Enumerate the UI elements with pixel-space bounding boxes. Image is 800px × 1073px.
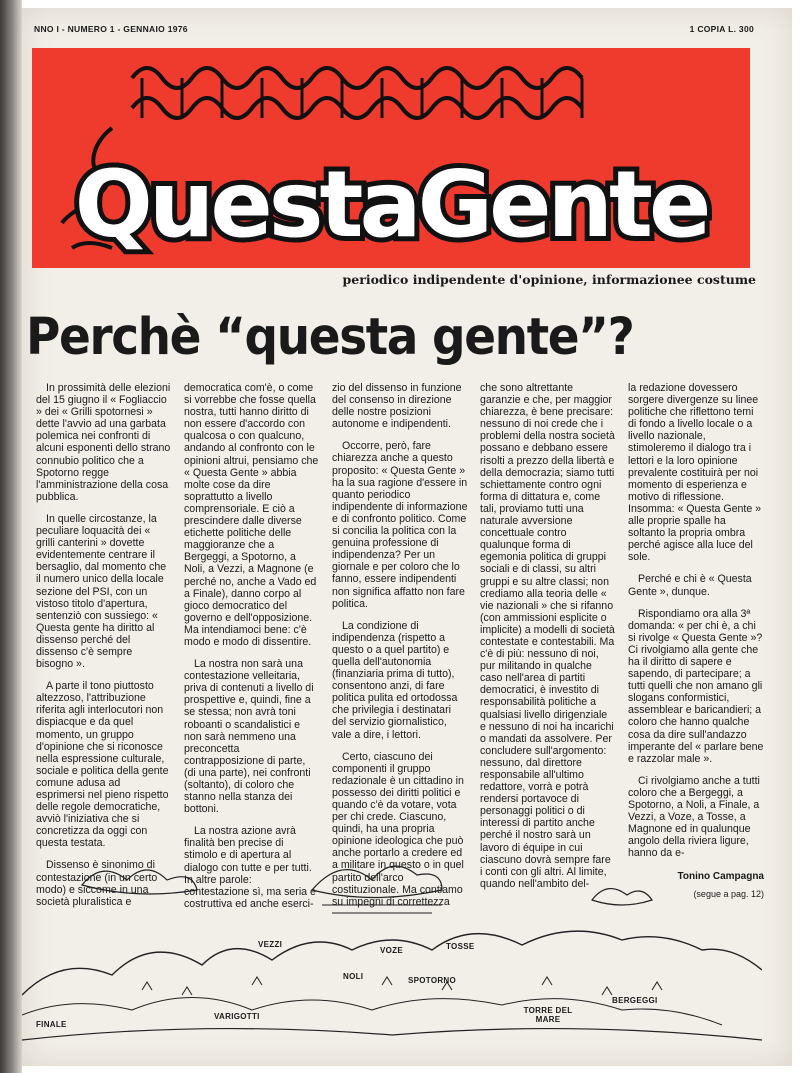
masthead-logo [32,48,750,268]
price-info: 1 COPIA L. 300 [689,24,754,34]
article-column-1 [36,382,172,908]
article-column-3 [332,382,468,908]
headline: Perchè “questa gente”? [26,308,634,367]
article-column-4 [480,382,616,890]
place-label-finale: FINALE [36,1020,67,1029]
paragraph: Certo, ciascuno dei componenti il gruppo redazionale è un cittadino in possesso dei diritti politici e quando c'è da votare, vota per chi crede. Ciascuno, quindi, ha una propria opinione ideologica che può anche portarlo a credere ed a militare in questo o in quel partito dell'arco costituzionale. Ma contiamo su impegni di correttezza [332,750,464,908]
author-signature: Tonino Campagna [677,871,764,883]
masthead-banner [32,48,750,268]
paragraph: la redazione dovessero sorgere divergenze su linee politiche che riflettono temi di fondo a livello locale o a livello nazionale, stimoleremo il dialogo tra i lettori e la loro opinione prevalente costituirà per noi momento di esperienza e motivo di riflessione. Insomma: « Questa Gente » alle proprie spalle ha soltanto la propria ombra perché agisce alla luce del sole. [628,382,762,564]
article-column-2 [184,382,320,910]
binding-shadow [0,0,22,1073]
paragraph: La nostra non sarà una contestazione velleitaria, priva di contenuti a livello di prospettive e, quindi, fine a se stessa; non avrà toni roboanti o scandalistici e non sarà nemmeno una preconcetta contrapposizione di parte, (di una parte), nei confronti (soltanto), di coloro che stanno nella stanza dei bottoni. [184,658,314,816]
paragraph: La nostra azione avrà finalità ben precise di stimolo e di apertura al dialogo con tutte e per tutti. In altre parole: contestazione sì, ma seria e costruttiva ed anche eserci- [184,825,316,910]
place-label-noli: NOLI [343,972,364,981]
continued-note: (segue a pag. 12) [693,888,764,899]
place-label-bergeggi: BERGEGGI [612,996,658,1005]
paragraph: Perché e chi è « Questa Gente », dunque. [628,573,752,598]
paragraph: In quelle circostanze, la peculiare loquacità dei « grilli canterini » dovette evidentemente centrare il bersaglio, dal momento che il numero unico della locale sezione del PSI, con un vistoso titolo d'apertura, sentenziò con sussiego: « Questa gente ha diritto al dissenso perché del dissenso c'è sempre bisogno ». [36,512,167,671]
paragraph: Dissenso è sinonimo di contestazione (in un certo modo) e siccome in una società pluralistica e [36,859,158,908]
paragraph: A parte il tono piuttosto altezzoso, l'attribuzione riferita agli interlocutori non dispiacque e da quel momento, un gruppo d'opinione che si riconosce nella espressione culturale, sociale e politica della gente comune adusa ad esprimersi nel pieno rispetto delle regole democratiche, avviò l'iniziativa che si concretizza da oggi con questa testata. [36,680,169,850]
paragraph: La condizione di indipendenza (rispetto a questo o a quel partito) e quella dell'autonomia (finanziaria prima di tutto), consentono anzi, di fare politica pulita ed ortodossa che privilegia i destinatari del servizio giornalistico, vale a dire, i lettori. [332,619,458,741]
paragraph: Occorre, però, fare chiarezza anche a questo proposito: « Questa Gente » ha la sua ragione d'essere in quanto periodico indipendente di informazione e di confronto politico. Come si concilia la politica con la genuina professione di indipendenza? Per un giornale e per coloro che lo fanno, essere indipendenti non significa affatto non fare politica. [332,440,468,610]
place-label-torre-del-mare: TORRE DEL MARE [523,1006,573,1024]
paragraph: che sono altrettante garanzie e che, per maggior chiarezza, è bene precisare: nessuno di noi crede che i problemi della nostra società possano e debbano essere risolti a prezzo della libertà e della democrazia; siamo tutti schiettamente contro ogni forma di dittatura e, come tali, proviamo tutti una naturale avversione concettuale contro qualunque forma di egemonia politica di gruppi sociali e di classi, su altri gruppi e su altre classi; non crediamo alla teoria delle « vie nazionali » che si rifanno (con ammissioni esplicite o implicite) a modelli di società contestate e contestabili. Ma c'è di più: nessuno di noi, pur militando in qualche caso nell'area di partiti democratici, è investito di responsabilità politiche a qualsiasi livello dirigenziale e nessuno di noi ha incarichi o mandati da assolvere. Per concludere sull'argomento: nessuno, dal direttore responsabile all'ultimo redattore, vorrà e potrà rendersi portavoce di personaggi politici o di interessi di partito anche perché il nostro sarà un lavoro di équipe in cui ciascuno dovrà sempre fare i conti con gli altri. Al limite, quando nell'ambito del- [480,382,615,890]
place-label-vezzi: VEZZI [258,940,283,949]
paragraph: In prossimità delle elezioni del 15 giugno il « Fogliaccio » dei « Grilli spotornesi » dette l'avvio ad una garbata polemica nei confronti di alcuni esponenti dello strano connubio politico che a Spotorno regge l'amministrazione della cosa pubblica. [36,382,171,503]
paragraph: zio del dissenso in funzione del consenso in direzione delle nostre posizioni autonome e indipendenti. [332,382,462,431]
paragraph: democratica com'è, o come si vorrebbe che fosse quella nostra, tutti hanno diritto di non essere d'accordo con qualcosa o con qualcuno, andando al confronto con le opinioni altrui, pensiamo che « Questa Gente » abbia molte cose da dire soprattutto a livello comprensoriale. E ciò a prescindere dalle diverse etichette politiche delle maggioranze che a Bergeggi, a Spotorno, a Noli, a Vezzi, a Magnone (e perché no, anche a Vado ed a Finale), danno corpo al gioco democratico del governo e dell'opposizione. Ma intendiamoci bene: c'è modo e modo di dissentire. [184,382,319,648]
place-label-spotorno: SPOTORNO [408,976,457,985]
article-column-5 [628,382,764,899]
article-body [36,382,764,910]
place-label-varigotti: VARIGOTTI [214,1012,260,1021]
masthead-subtitle: periodico indipendente d'opinione, informazionee costume [342,272,756,287]
place-label-voze: VOZE [380,946,403,955]
issue-info: NNO I - NUMERO 1 - GENNAIO 1976 [34,24,188,34]
issue-line [34,24,754,34]
svg-text:QuestaGente: QuestaGente [74,151,708,258]
paragraph: Rispondiamo ora alla 3ª domanda: « per chi è, a chi si rivolge « Questa Gente »? Ci rivolgiamo alla gente che ha il diritto di sapere e sapendo, di partecipare; a tutti quelli che non amano gli slogans conformistici, assemblear e baricandieri; a coloro che hanno qualche cosa da dire sull'andazzo imperante del « parlare bene e razzolar male ». [628,607,764,765]
place-label-tosse: TOSSE [446,942,475,951]
paragraph: Ci rivolgiamo anche a tutti coloro che a Bergeggi, a Spotorno, a Noli, a Finale, a Vezzi, a Voze, a Tosse, a Magnone ed in qualunque angolo della riviera ligure, hanno da e- [628,774,760,860]
